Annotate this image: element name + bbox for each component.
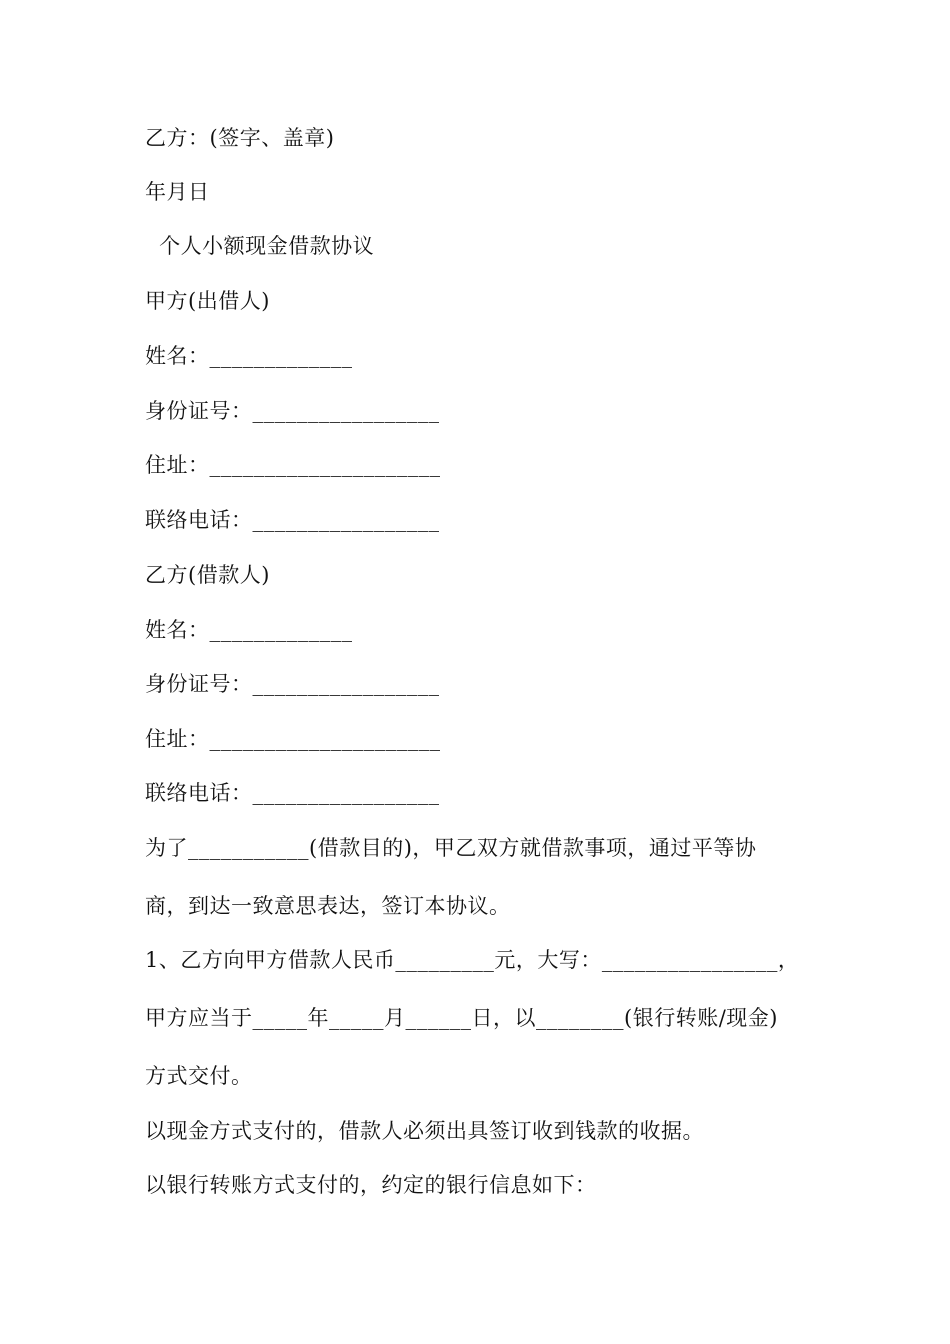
agreement-title: 个人小额现金借款协议 xyxy=(152,234,375,258)
clause-1-line-1: 1、乙方向甲方借款人民币_________元，大写：________________， xyxy=(145,948,800,972)
cash-payment-note: 以现金方式支付的，借款人必须出具签订收到钱款的收据。 xyxy=(145,1119,704,1143)
party-a-heading: 甲方(出借人) xyxy=(145,289,270,313)
party-b-phone-field: 联络电话：_________________ xyxy=(145,781,440,805)
party-a-id-field: 身份证号：_________________ xyxy=(145,399,440,423)
purpose-paragraph-line-2: 商，到达一致意思表达，签订本协议。 xyxy=(145,894,511,918)
party-a-phone-field: 联络电话：_________________ xyxy=(145,508,440,532)
party-a-address-field: 住址：_____________________ xyxy=(145,453,441,477)
clause-1-line-2: 甲方应当于_____年_____月______日，以________(银行转账/现金) xyxy=(145,1006,778,1030)
party-a-name-field: 姓名：_____________ xyxy=(145,344,353,368)
clause-1-line-3: 方式交付。 xyxy=(145,1064,253,1088)
party-b-heading: 乙方(借款人) xyxy=(145,563,270,587)
purpose-paragraph-line-1: 为了___________(借款目的)，甲乙双方就借款事项，通过平等协 xyxy=(145,836,757,860)
party-b-signature-line: 乙方：(签字、盖章) xyxy=(145,126,335,150)
party-b-name-field: 姓名：_____________ xyxy=(145,618,353,642)
date-line: 年月日 xyxy=(145,180,210,204)
bank-transfer-note: 以银行转账方式支付的，约定的银行信息如下： xyxy=(145,1173,597,1197)
party-b-id-field: 身份证号：_________________ xyxy=(145,672,440,696)
party-b-address-field: 住址：_____________________ xyxy=(145,727,441,751)
